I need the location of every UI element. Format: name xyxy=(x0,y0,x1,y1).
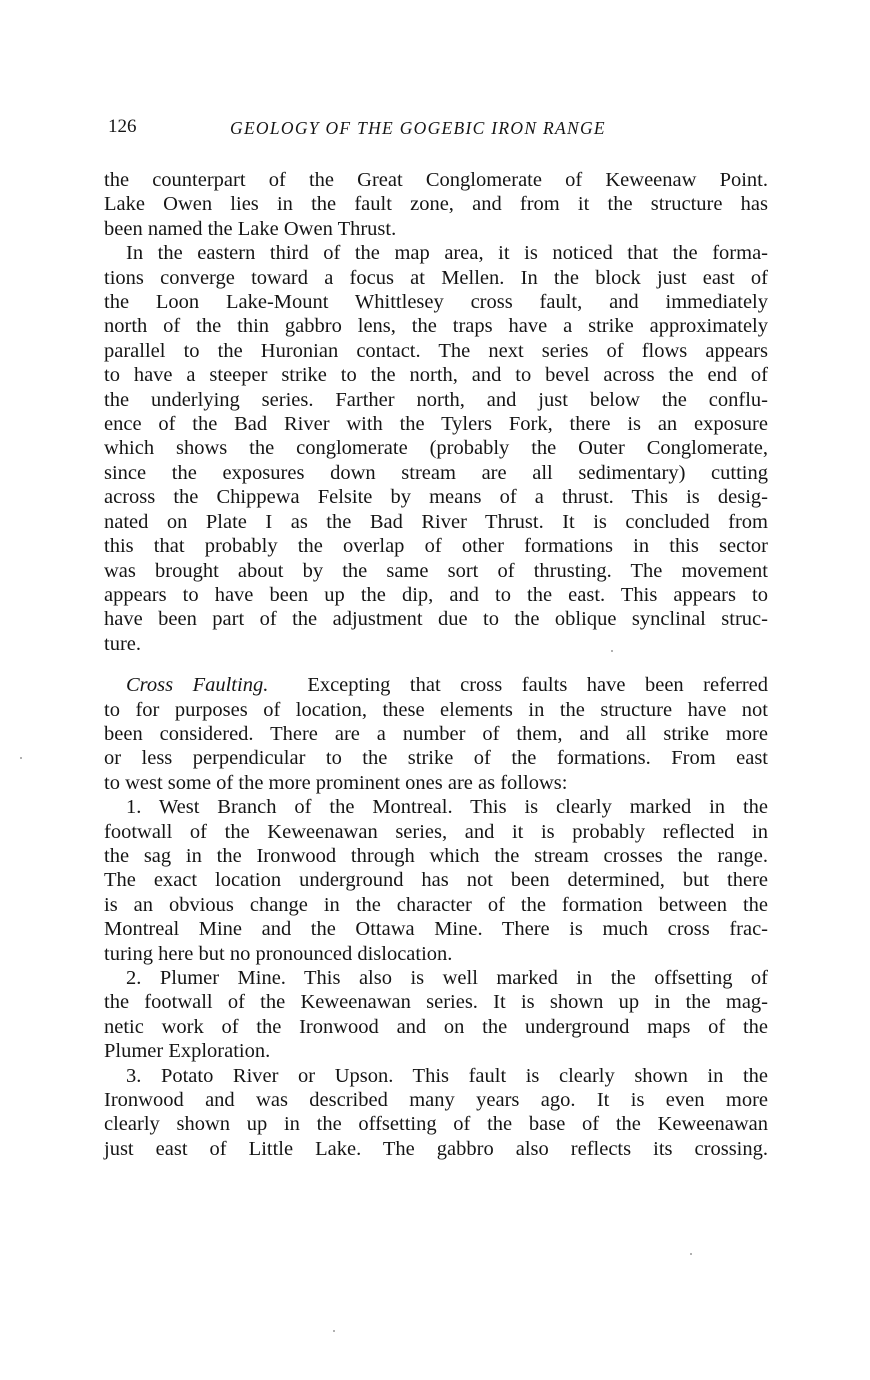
text-line: is an obvious change in the character of the formation between the xyxy=(104,893,768,916)
scan-speck xyxy=(333,1330,335,1332)
text-line: since the exposures down stream are all sedimentary) cutting xyxy=(104,461,768,484)
text-line: nated on Plate I as the Bad River Thrust. It is concluded from xyxy=(104,510,768,533)
page-header xyxy=(108,116,768,146)
text-line xyxy=(104,673,768,697)
text-line: footwall of the Keweenawan series, and it is probably reflected in xyxy=(104,820,768,843)
text-line: the underlying series. Farther north, and just below the conflu- xyxy=(104,388,768,411)
text-line: been considered. There are a number of them, and all strike more xyxy=(104,722,768,745)
text-line: been named the Lake Owen Thrust. xyxy=(104,217,397,240)
text-line: which shows the conglomerate (probably the Outer Conglomerate, xyxy=(104,437,768,460)
text-line: have been part of the adjustment due to the oblique synclinal struc- xyxy=(104,608,768,631)
text-line: to for purposes of location, these elements in the structure have not xyxy=(104,698,768,721)
text-line: to west some of the more prominent ones are as follows: xyxy=(104,771,568,794)
text-line: turing here but no pronounced dislocation. xyxy=(104,942,453,965)
text-line: the footwall of the Keweenawan series. It is shown up in the mag- xyxy=(104,991,768,1014)
text-line: the counterpart of the Great Conglomerate of Keweenaw Point. xyxy=(104,169,768,191)
text-line: appears to have been up the dip, and to the east. This appears to xyxy=(104,583,768,606)
list-item-1 xyxy=(104,795,768,966)
text-line: Lake Owen lies in the fault zone, and from it the structure has xyxy=(104,193,768,216)
paragraph-cross-faulting xyxy=(104,673,768,795)
text-line: 1. West Branch of the Montreal. This is clearly marked in the xyxy=(126,796,768,819)
text-line: the Loon Lake-Mount Whittlesey cross fault, and immediately xyxy=(104,291,768,314)
text-line: or less perpendicular to the strike of the formations. From east xyxy=(104,747,768,770)
paragraph-thrust-mellen xyxy=(104,241,768,656)
scan-speck xyxy=(20,757,22,759)
text-line: Ironwood and was described many years ago. It is even more xyxy=(104,1089,768,1112)
text-line: The exact location underground has not been determined, but there xyxy=(104,869,768,892)
text-line: 2. Plumer Mine. This also is well marked in the offsetting of xyxy=(126,967,768,989)
section-heading: Cross Faulting. xyxy=(126,674,269,697)
text-line: ence of the Bad River with the Tylers Fork, there is an exposure xyxy=(104,413,768,436)
text-line: Montreal Mine and the Ottawa Mine. There is much cross frac- xyxy=(104,918,768,941)
text-line: tions converge toward a focus at Mellen. In the block just east of xyxy=(104,266,768,289)
running-title: GEOLOGY OF THE GOGEBIC IRON RANGE xyxy=(230,118,606,138)
text-line: clearly shown up in the offsetting of the base of the Keweenawan xyxy=(104,1113,768,1136)
text-line: parallel to the Huronian contact. The next series of flows appears xyxy=(104,339,768,362)
text-line: In the eastern third of the map area, it is noticed that the forma- xyxy=(126,242,768,265)
paragraph-continuation xyxy=(104,168,768,241)
text-line: this that probably the overlap of other formations in this sector xyxy=(104,535,768,558)
text-line: to have a steeper strike to the north, and to bevel across the end of xyxy=(104,364,768,387)
text-line: netic work of the Ironwood and on the underground maps of the xyxy=(104,1015,768,1038)
text-line: just east of Little Lake. The gabbro also reflects its crossing. xyxy=(104,1137,768,1160)
body-text xyxy=(104,168,768,1161)
text-line: 3. Potato River or Upson. This fault is clearly shown in the xyxy=(126,1064,768,1087)
text-line: across the Chippewa Felsite by means of a thrust. This is desig- xyxy=(104,486,768,509)
list-item-2 xyxy=(104,966,768,1064)
text-run: Excepting that cross faults have been referred xyxy=(307,674,769,697)
text-line: north of the thin gabbro lens, the traps have a strike approximately xyxy=(104,315,768,338)
text-line: Plumer Exploration. xyxy=(104,1040,271,1063)
text-line: was brought about by the same sort of thrusting. The movement xyxy=(104,559,768,582)
text-line: the sag in the Ironwood through which the stream crosses the range. xyxy=(104,844,768,867)
text-line: ture. xyxy=(104,632,141,655)
scan-speck xyxy=(611,650,613,652)
list-item-3 xyxy=(104,1064,768,1162)
scan-speck xyxy=(690,1253,692,1255)
page-number: 126 xyxy=(108,116,137,137)
